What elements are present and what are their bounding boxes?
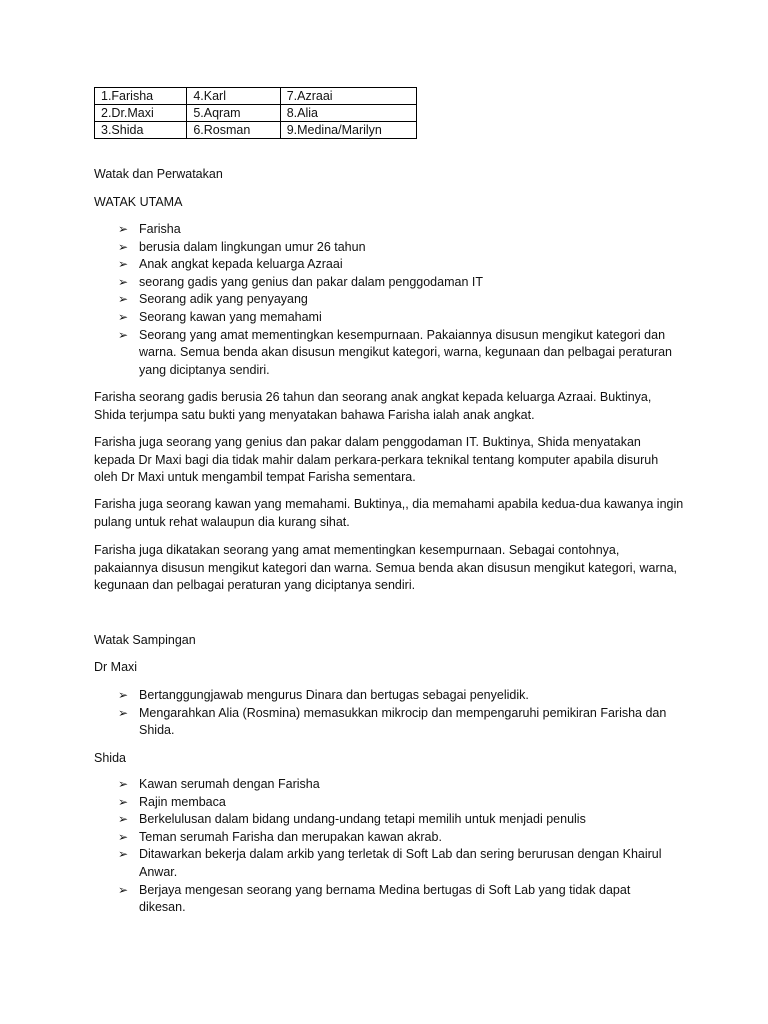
arrow-bullet-icon: ➢ — [118, 309, 129, 324]
list-item: ➢ Seorang kawan yang memahami — [118, 309, 679, 327]
table-row — [95, 105, 417, 122]
subheading-shida: Shida — [94, 751, 126, 765]
paragraph: Farisha juga dikatakan seorang yang amat mementingkan kesempurnaan. Sebagai contohnya, pakaiannya disusun mengikut kategori dan warna. Semua benda akan disusun mengikut kategori, warna, kegunaan dan pelbagai peraturan yang diciptanya sendiri. — [94, 543, 678, 593]
list-item: ➢ Kawan serumah dengan Farisha — [118, 776, 664, 794]
list-item: ➢ Berkelulusan dalam bidang undang-undang tetapi memilih untuk menjadi penulis — [118, 811, 664, 829]
arrow-bullet-icon: ➢ — [118, 257, 129, 272]
list-item: ➢ Farisha — [118, 221, 679, 239]
dr-maxi-list — [118, 687, 687, 740]
arrow-bullet-icon: ➢ — [118, 292, 129, 307]
section-heading-watak-dan-perwatakan: Watak dan Perwatakan — [94, 167, 223, 181]
arrow-bullet-icon: ➢ — [118, 777, 129, 791]
list-item: ➢ Rajin membaca — [118, 794, 664, 812]
list-item: ➢ Seorang adik yang penyayang — [118, 291, 679, 309]
list-item: ➢ berusia dalam lingkungan umur 26 tahun — [118, 239, 679, 257]
list-item: ➢ Mengarahkan Alia (Rosmina) memasukkan mikrocip dan mempengaruhi pemikiran Farisha dan Shida. — [118, 705, 667, 738]
arrow-bullet-icon: ➢ — [118, 829, 129, 844]
paragraph: Farisha juga seorang kawan yang memahami. Buktinya,, dia memahami apabila kedua-dua kawanya ingin pulang untuk rehat walaupun dia kurang sihat. — [94, 497, 684, 529]
arrow-bullet-icon: ➢ — [118, 327, 129, 342]
list-item: ➢ Teman serumah Farisha dan merupakan kawan akrab. — [118, 829, 664, 847]
arrow-bullet-icon: ➢ — [118, 847, 129, 862]
paragraph: Farisha seorang gadis berusia 26 tahun dan seorang anak angkat kepada keluarga Azraai. Buktinya, Shida terjumpa satu bukti yang menyatakan bahawa Farisha ialah anak angkat. — [94, 390, 652, 422]
table-row — [95, 122, 417, 139]
character-table — [94, 87, 417, 139]
list-item: ➢ Berjaya mengesan seorang yang bernama Medina bertugas di Soft Lab yang tidak dapat dikesan. — [118, 882, 631, 915]
table-cell: 9.Medina/Marilyn — [280, 122, 416, 139]
table-cell: 5.Aqram — [187, 105, 280, 122]
table-cell: 8.Alia — [280, 105, 416, 122]
arrow-bullet-icon: ➢ — [118, 794, 129, 809]
arrow-bullet-icon: ➢ — [118, 882, 129, 897]
table-cell: 3.Shida — [95, 122, 187, 139]
arrow-bullet-icon: ➢ — [118, 239, 129, 254]
table-cell: 4.Karl — [187, 88, 280, 105]
section-heading-watak-utama: WATAK UTAMA — [94, 195, 183, 209]
arrow-bullet-icon: ➢ — [118, 705, 129, 720]
table-cell: 6.Rosman — [187, 122, 280, 139]
arrow-bullet-icon: ➢ — [118, 222, 129, 236]
paragraph: Farisha juga seorang yang genius dan pakar dalam penggodaman IT. Buktinya, Shida menyatakan kepada Dr Maxi bagi dia tidak mahir dalam perkara-perkara teknikal tentang komputer apabila disuruh oleh Dr Maxi untuk mengambil tempat Farisha sementara. — [94, 435, 659, 485]
table-row — [95, 88, 417, 105]
list-item: ➢ Bertanggungjawab mengurus Dinara dan bertugas sebagai penyelidik. — [118, 687, 687, 705]
list-item: ➢ Ditawarkan bekerja dalam arkib yang terletak di Soft Lab dan sering berurusan dengan Khairul Anwar. — [118, 847, 662, 879]
watak-utama-list — [118, 221, 679, 379]
table-cell: 2.Dr.Maxi — [95, 105, 187, 122]
list-item: ➢ Anak angkat kepada keluarga Azraai — [118, 256, 679, 274]
arrow-bullet-icon: ➢ — [118, 688, 129, 702]
list-item: ➢ Seorang yang amat mementingkan kesempurnaan. Pakaiannya disusun mengikut kategori dan warna. Semua benda akan disusun mengikut kategori, warna, kegunaan dan pelbagai peraturan yang diciptanya sendiri. — [118, 327, 673, 377]
arrow-bullet-icon: ➢ — [118, 812, 129, 827]
table-cell: 1.Farisha — [95, 88, 187, 105]
table-cell: 7.Azraai — [280, 88, 416, 105]
subheading-dr-maxi: Dr Maxi — [94, 660, 138, 674]
shida-list — [118, 776, 664, 917]
section-heading-watak-sampingan: Watak Sampingan — [94, 633, 196, 647]
list-item: ➢ seorang gadis yang genius dan pakar dalam penggodaman IT — [118, 274, 679, 292]
arrow-bullet-icon: ➢ — [118, 274, 129, 289]
